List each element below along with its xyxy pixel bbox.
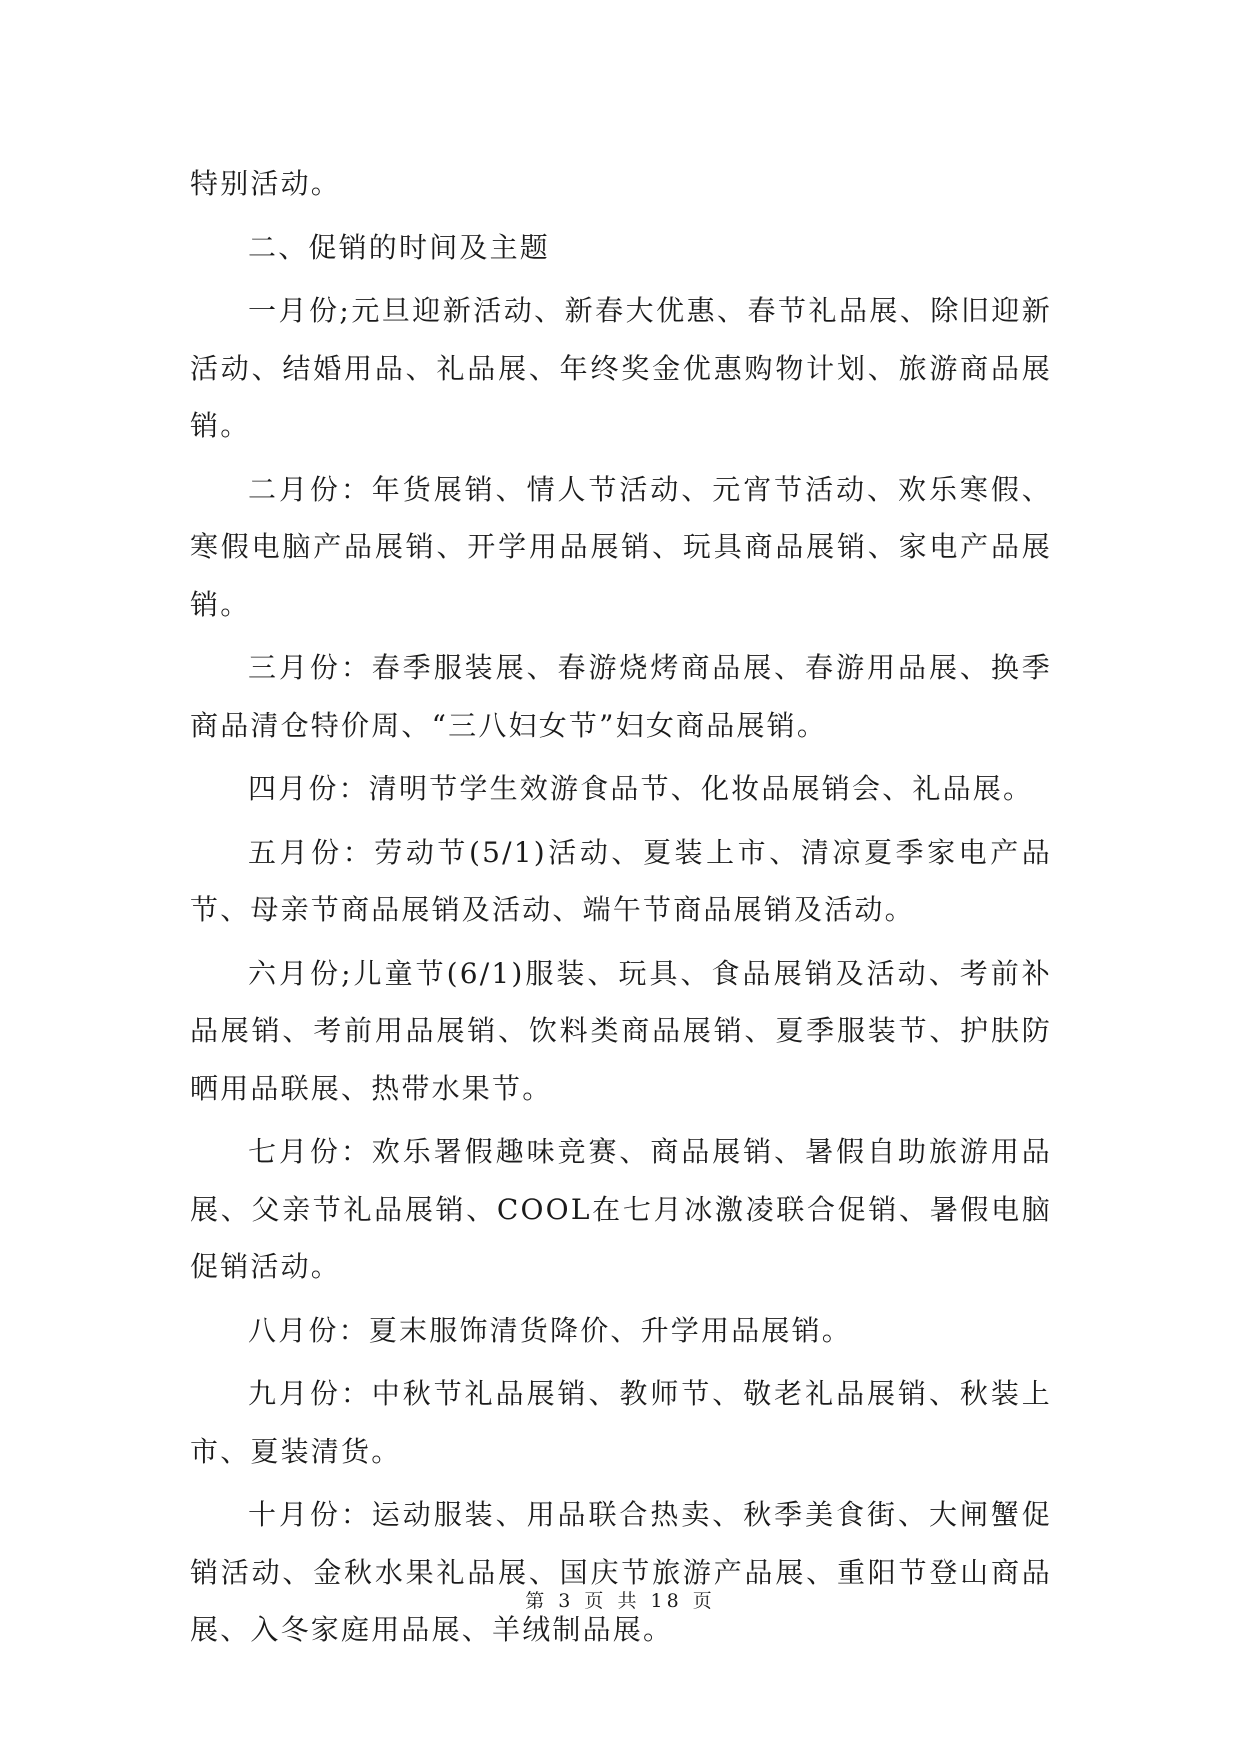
document-body <box>190 155 1052 1665</box>
section-heading: 二、促销的时间及主题 <box>248 230 551 264</box>
paragraph-june: 六月份;儿童节(6/1)服装、玩具、食品展销及活动、考前补品展销、考前用品展销、饮料类商品展销、夏季服装节、护肤防晒用品联展、热带水果节。 <box>190 956 1052 1105</box>
paragraph-september: 九月份：中秋节礼品展销、教师节、敬老礼品展销、秋装上市、夏装清货。 <box>190 1377 1052 1468</box>
paragraph-july: 七月份：欢乐署假趣味竞赛、商品展销、暑假自助旅游用品展、父亲节礼品展销、COOL在七月冰激凌联合促销、暑假电脑促销活动。 <box>190 1135 1052 1283</box>
page-number-footer: 第 3 页 共 18 页 <box>525 1590 716 1612</box>
paragraph-april: 四月份：清明节学生效游食品节、化妆品展销会、礼品展。 <box>248 772 1034 805</box>
paragraph-may: 五月份：劳动节(5/1)活动、夏装上市、清凉夏季家电产品节、母亲节商品展销及活动、端午节商品展销及活动。 <box>190 835 1052 926</box>
paragraph-march: 三月份：春季服装展、春游烧烤商品展、春游用品展、换季商品清仓特价周、“三八妇女节”妇女商品展销。 <box>190 651 1052 742</box>
paragraph-october: 十月份：运动服装、用品联合热卖、秋季美食街、大闸蟹促销活动、金秋水果礼品展、国庆节旅游产品展、重阳节登山商品展、入冬家庭用品展、羊绒制品展。 <box>190 1498 1052 1646</box>
paragraph-february: 二月份：年货展销、情人节活动、元宵节活动、欢乐寒假、寒假电脑产品展销、开学用品展销、玩具商品展销、家电产品展销。 <box>190 472 1052 621</box>
paragraph-august: 八月份：夏末服饰清货降价、升学用品展销。 <box>248 1313 853 1347</box>
paragraph-continuation: 特别活动。 <box>190 167 342 200</box>
paragraph-january: 一月份;元旦迎新活动、新春大优惠、春节礼品展、除旧迎新活动、结婚用品、礼品展、年终奖金优惠购物计划、旅游商品展销。 <box>190 294 1052 442</box>
